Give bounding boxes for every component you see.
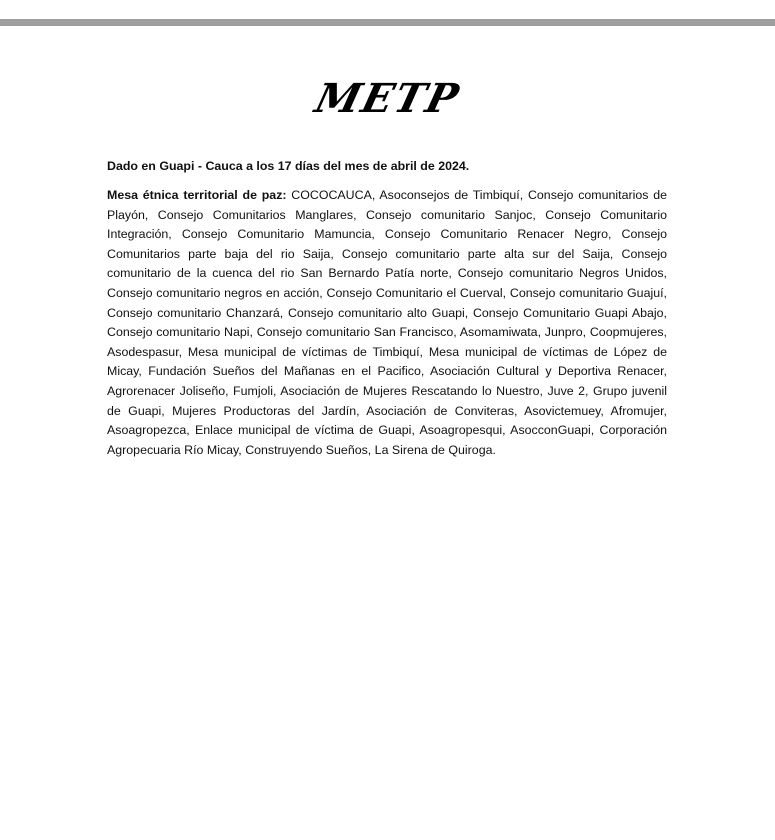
signatories-label: Mesa étnica territorial de paz: — [107, 188, 287, 202]
page-top-border — [0, 19, 775, 26]
header-logo-title: METP — [310, 75, 465, 122]
signatories-paragraph — [107, 186, 667, 460]
date-line: Dado en Guapi - Cauca a los 17 días del mes de abril de 2024. — [107, 159, 470, 173]
signatories-list: COCOCAUCA, Asoconsejos de Timbiquí, Consejo comunitarios de Playón, Consejo Comunitarios Manglares, Consejo comunitario Sanjoc, Consejo Comunitario Integración, Consejo Comunitario Mamuncia, Consejo Comunitario Renacer Negro, Consejo Comunitarios parte baja del rio Saija, Consejo comunitario parte alta sur del Saija, Consejo comunitario de la cuenca del rio San Bernardo Patía norte, Consejo comunitario Negros Unidos, Consejo comunitario negros en acción, Consejo Comunitario el Cuerval, Consejo comunitario Guajuí, Consejo comunitario Chanzará, Consejo comunitario alto Guapi, Consejo Comunitario Guapi Abajo, Consejo comunitario Napi, Consejo comunitario San Francisco, Asomamiwata, Junpro, Coopmujeres, Asodespasur, Mesa municipal de víctimas de Timbiquí, Mesa municipal de víctimas de López de Micay, Fundación Sueños del Mañanas en el Pacifico, Asociación Cultural y Deportiva Renacer, Agrorenacer Joliseño, Fumjoli, Asociación de Mujeres Rescatando lo Nuestro, Juve 2, Grupo juvenil de Guapi, Mujeres Productoras del Jardín, Asociación de Conviteras, Asovictemuey, Afromujer, Asoagropezca, Enlace municipal de víctima de Guapi, Asoagropesqui, AsocconGuapi, Corporación Agropecuaria Río Micay, Construyendo Sueños, La Sirena de Quiroga. — [107, 188, 667, 457]
